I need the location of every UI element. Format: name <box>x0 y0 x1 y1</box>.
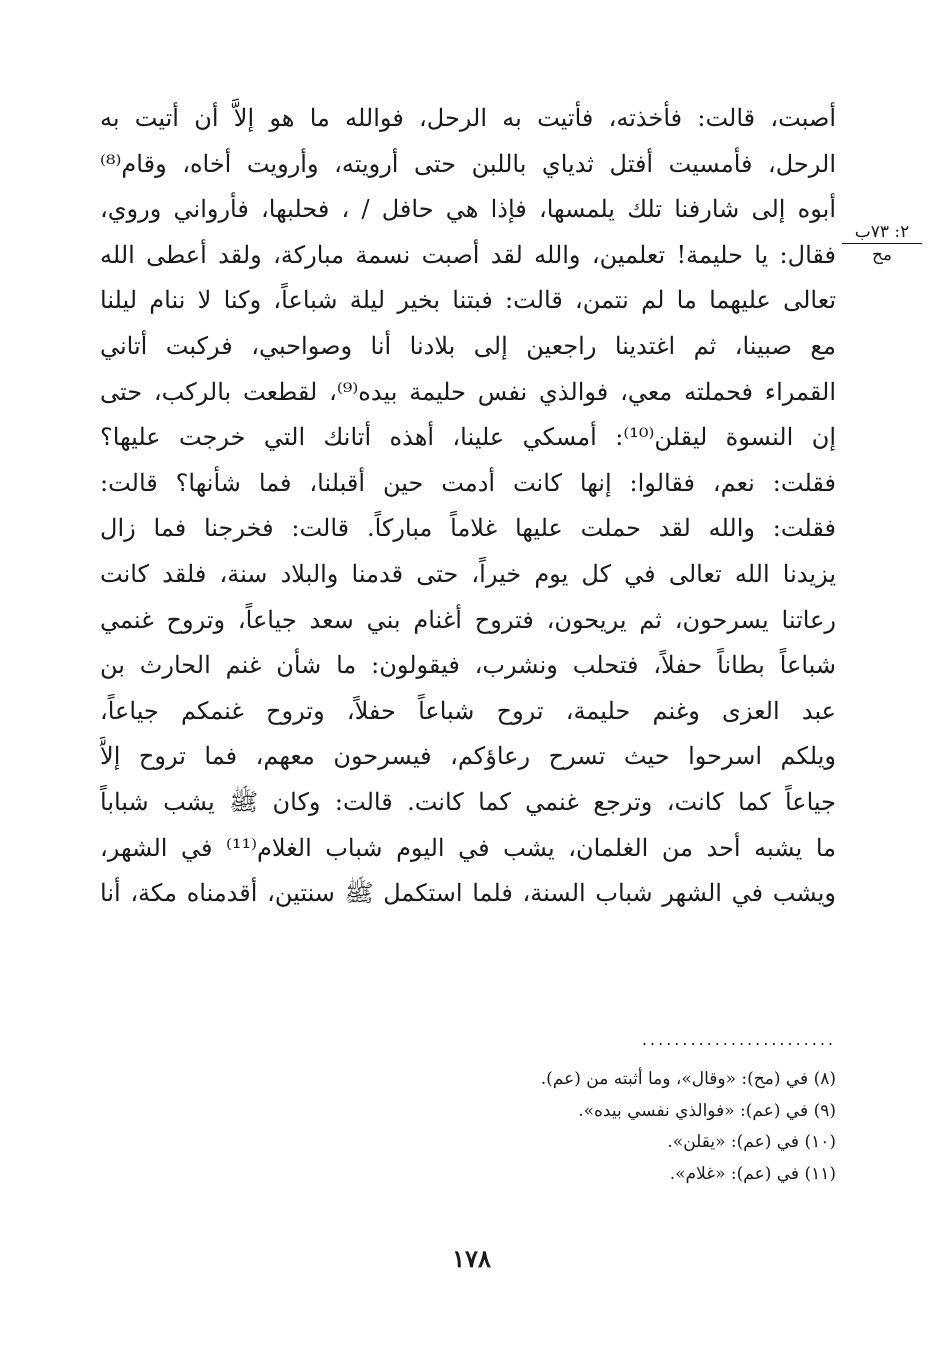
text-line-18: ويشب في الشهر شباب السنة، فلما استكمل ﷺ سنتين، أقدمناه مكة، أنا <box>100 879 836 908</box>
text-line-9: فقلت: نعم، فقالوا: إنها كانت أدمت حين أقبلنا، فما شأنها؟ قالت: <box>100 468 836 497</box>
text-line-17: ما يشبه أحد من الغلمان، يشب في اليوم شباب الغلام⁽¹¹⁾ في الشهر، <box>100 833 836 862</box>
text-line-10: فقلت: والله لقد حملت عليها غلاماً مباركاً. قالت: فخرجنا فما زال <box>100 514 836 543</box>
main-text-block <box>100 96 836 917</box>
footnote-separator: ........................ <box>641 1030 836 1049</box>
manuscript-siglum: مح <box>871 245 893 265</box>
manuscript-folio-note <box>842 222 922 265</box>
text-line-13: شباعاً بطاناً حفلاً، فتحلب ونشرب، فيقولون: ما شأن غنم الحارث بن <box>100 651 836 680</box>
text-line-16: جياعاً كما كانت، وترجع غنمي كما كانت. قالت: وكان ﷺ يشب شباباً <box>100 787 836 816</box>
text-line-2: الرحل، فأمسيت أفتل ثدياي باللبن حتى أرويته، وأرويت أخاه، وقام⁽⁸⁾ <box>100 149 836 178</box>
folio-reference: ٢: ٧٣ب <box>842 222 922 244</box>
footnotes-block <box>300 1064 836 1190</box>
text-line-15: ويلكم اسرحوا حيث تسرح رعاؤكم، فيسرحون معهم، فما تروح إلاَّ <box>100 742 836 771</box>
footnote-8: (٨) في (مح): «وقال»، وما أثبته من (عم). <box>540 1069 836 1089</box>
footnote-11: (١١) في (عم): «غلام». <box>669 1163 836 1184</box>
text-line-7: القمراء فحملته معي، فوالذي نفس حليمة بيده⁽⁹⁾، لقطعت بالركب، حتى <box>100 377 836 406</box>
footnote-9: (٩) في (عم): «فوالذي نفسي بيده». <box>578 1100 836 1121</box>
text-line-5: تعالى عليهما ما لم نتمن، قالت: فبتنا بخير ليلة شباعاً، وكنا لا ننام ليلنا <box>100 286 836 315</box>
text-line-12: رعاتنا يسرحون، ثم يريحون، فتروح أغنام بني سعد جياعاً، وتروح غنمي <box>100 605 836 634</box>
text-line-1: أصبت، قالت: فأخذته، فأتيت به الرحل، فوالله ما هو إلاَّ أن أتيت به <box>100 104 836 132</box>
text-line-8: إن النسوة ليقلن⁽¹⁰⁾: أمسكي علينا، أهذه أتانك التي خرجت عليها؟ <box>100 423 836 452</box>
text-line-3: أبوه إلى شارفنا تلك يلمسها، فإذا هي حافل / ، فحلبها، فأرواني وروي، <box>100 195 836 224</box>
text-line-14: عبد العزى وغنم حليمة، تروح شباعاً حفلاً، وتروح غنمكم جياعاً، <box>100 696 836 725</box>
text-line-6: مع صبينا، ثم اغتدينا راجعين إلى بلادنا أنا وصواحبي، فركبت أتاني <box>100 331 836 360</box>
text-line-11: يزيدنا الله تعالى في كل يوم خيراً، حتى قدمنا والبلاد سنة، فلقد كانت <box>100 559 836 588</box>
text-line-4: فقال: يا حليمة! تعلمين، والله لقد أصبت نسمة مباركة، ولقد أعطى الله <box>100 240 836 269</box>
page-number: ١٧٨ <box>452 1244 491 1273</box>
footnote-10: (١٠) في (عم): «يقلن». <box>667 1132 836 1152</box>
